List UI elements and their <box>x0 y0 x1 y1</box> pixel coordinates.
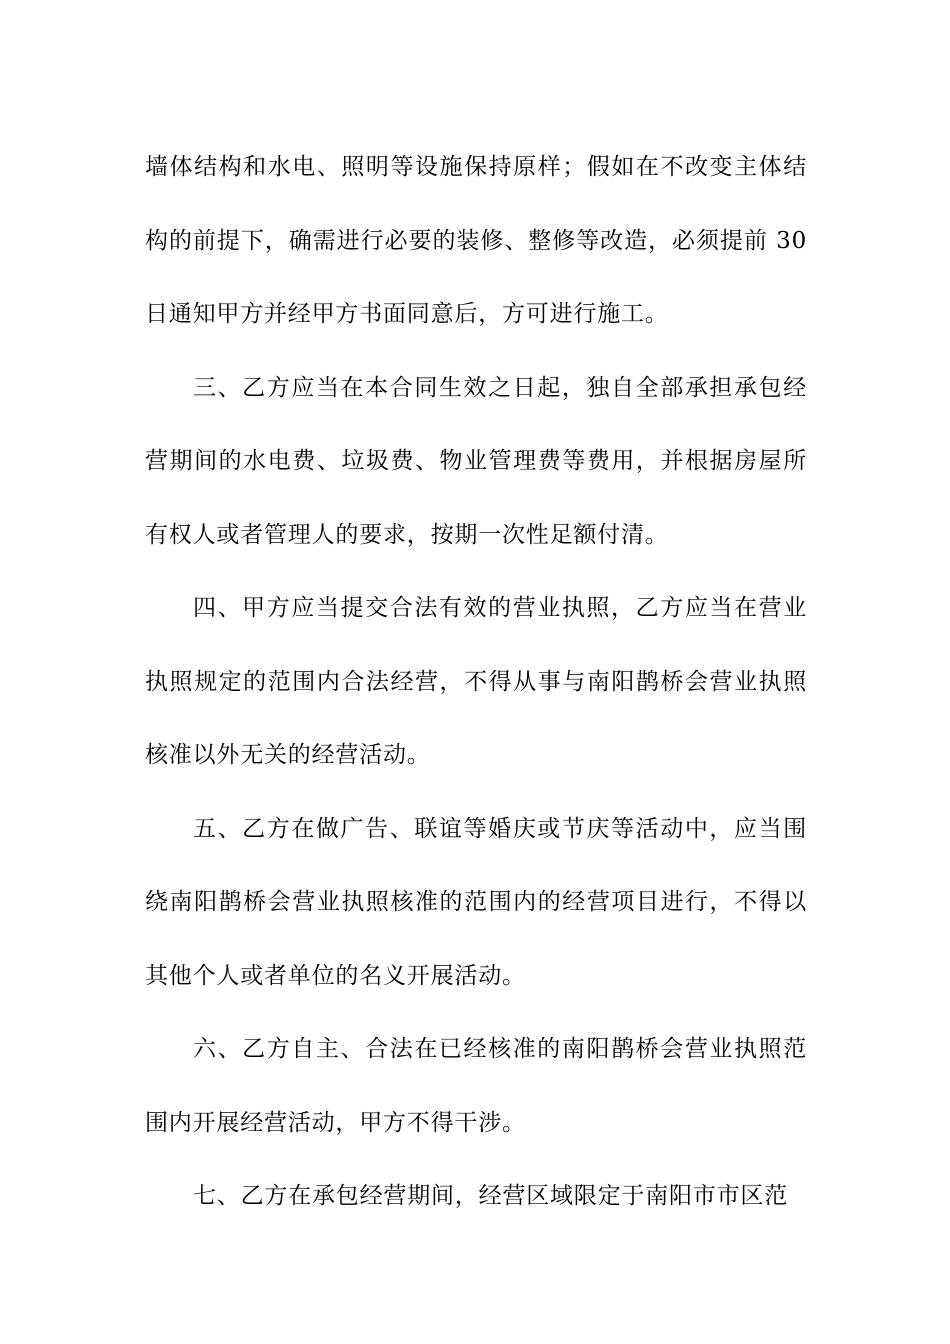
paragraph-continuation: 墙体结构和水电、照明等设施保持原样；假如在不改变主体结构的前提下，确需进行必要的装修、整修等改造，必须提前 30 日通知甲方并经甲方书面同意后，方可进行施工。 <box>145 154 807 327</box>
paragraph-clause-7: 七、乙方在承包经营期间，经营区域限定于南阳市市区范 <box>193 1183 788 1209</box>
paragraph-clause-6: 六、乙方自主、合法在已经核准的南阳鹊桥会营业执照范围内开展经营活动，甲方不得干涉。 <box>145 1036 807 1136</box>
paragraph-clause-4: 四、甲方应当提交合法有效的营业执照，乙方应当在营业执照规定的范围内合法经营，不得从事与南阳鹊桥会营业执照核准以外无关的经营活动。 <box>145 595 807 768</box>
paragraph-clause-5: 五、乙方在做广告、联谊等婚庆或节庆等活动中，应当围绕南阳鹊桥会营业执照核准的范围内的经营项目进行，不得以其他个人或者单位的名义开展活动。 <box>145 815 807 989</box>
paragraph-clause-3: 三、乙方应当在本合同生效之日起，独自全部承担承包经营期间的水电费、垃圾费、物业管理费等费用，并根据房屋所有权人或者管理人的要求，按期一次性足额付清。 <box>145 374 807 548</box>
document-body <box>145 131 807 1234</box>
